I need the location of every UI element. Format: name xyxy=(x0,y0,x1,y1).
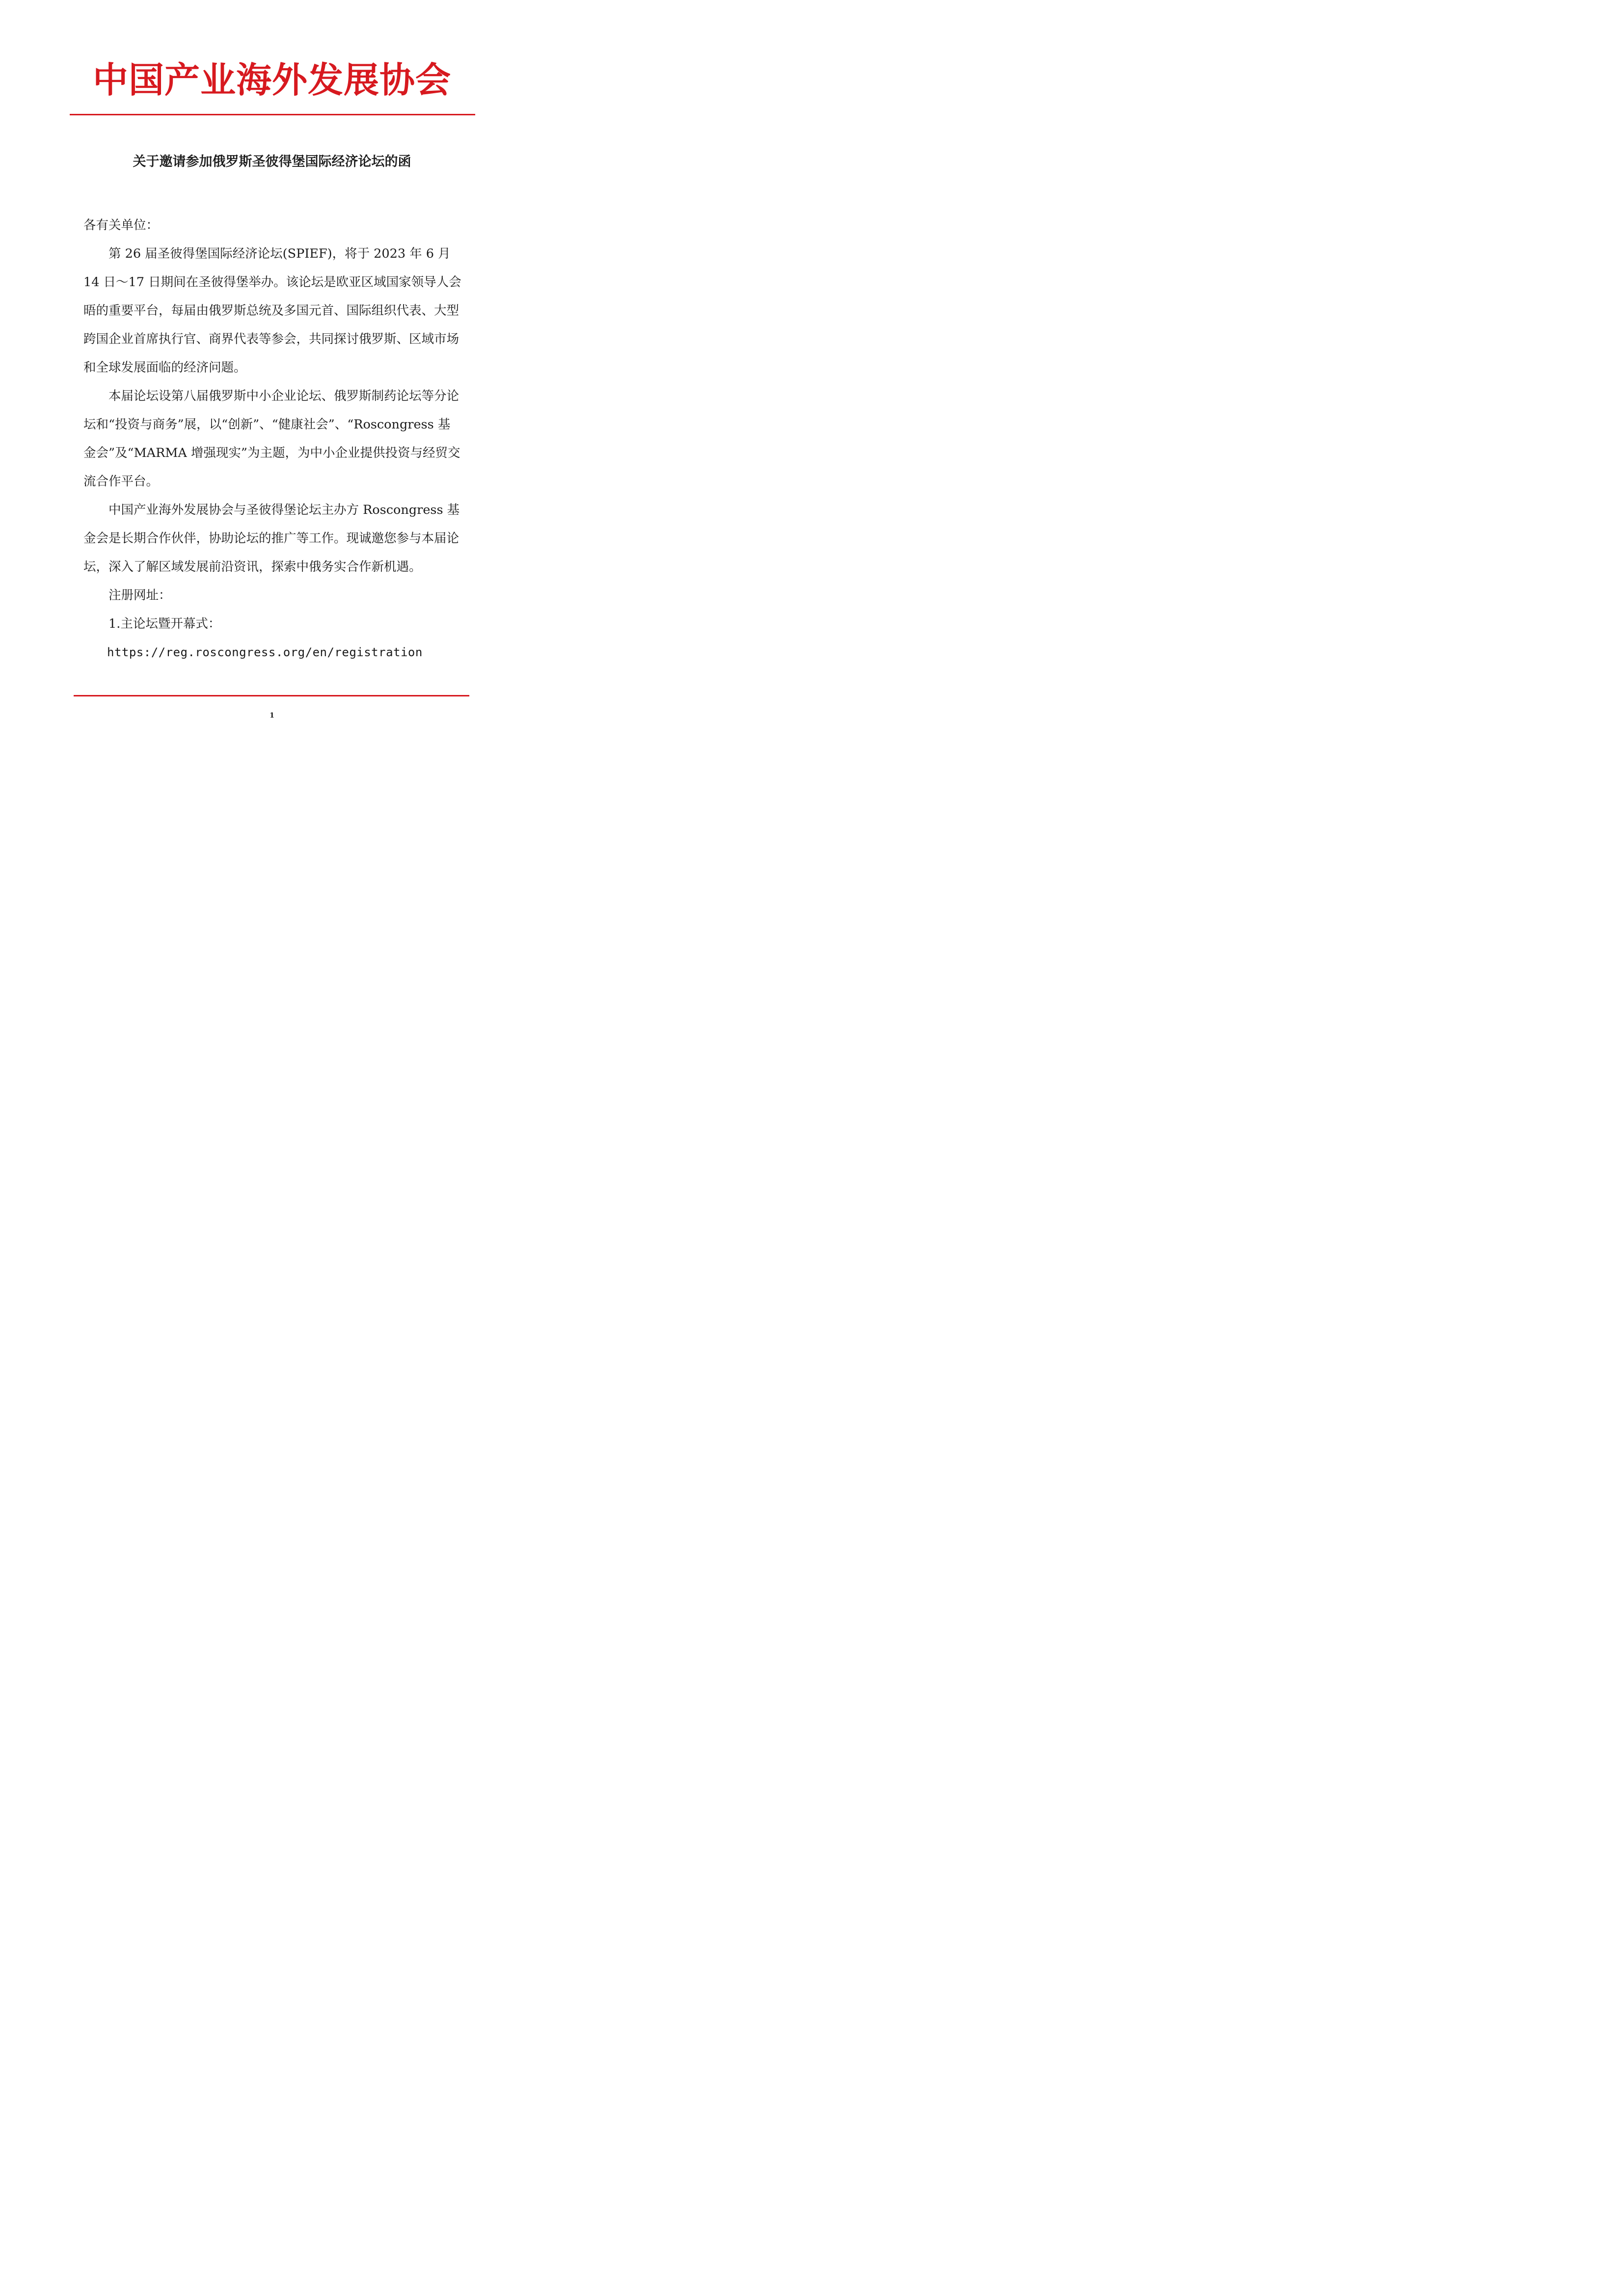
letterhead-top-rule xyxy=(70,114,475,115)
salutation: 各有关单位： xyxy=(83,218,159,233)
registration-label: 注册网址： xyxy=(108,588,171,603)
paragraph-2: 本届论坛设第八届俄罗斯中小企业论坛、俄罗斯制药论坛等分论坛和“投资与商务”展，以“创新”、“健康社会”、“Roscongress 基金会”及“MARMA 增强现实”为主题，为中小企业提供投资与经贸交流合作平台。 xyxy=(83,389,460,489)
paragraph-1: 第 26 届圣彼得堡国际经济论坛(SPIEF)，将于 2023 年 6 月 14 日～17 日期间在圣彼得堡举办。该论坛是欧亚区域国家领导人会晤的重要平台，每届由俄罗斯总统及多国元首、国际组织代表、大型跨国企业首席执行官、商界代表等参会，共同探讨俄罗斯、区域市场和全球发展面临的经济问题。 xyxy=(83,246,461,375)
page-number: 1 xyxy=(270,712,274,720)
registration-item-1: 1.主论坛暨开幕式： xyxy=(108,616,221,631)
paragraph-3: 中国产业海外发展协会与圣彼得堡论坛主办方 Roscongress 基金会是长期合作伙伴，协助论坛的推广等工作。现诚邀您参与本届论坛，深入了解区域发展前沿资讯，探索中俄务实合作新机遇。 xyxy=(83,503,460,574)
letterhead-title: 中国产业海外发展协会 xyxy=(92,59,451,101)
footer-rule xyxy=(74,695,469,696)
registration-url-1[interactable]: https://reg.roscongress.org/en/registration xyxy=(107,645,423,659)
document-title: 关于邀请参加俄罗斯圣彼得堡国际经济论坛的函 xyxy=(133,154,411,169)
document-body xyxy=(83,211,461,667)
